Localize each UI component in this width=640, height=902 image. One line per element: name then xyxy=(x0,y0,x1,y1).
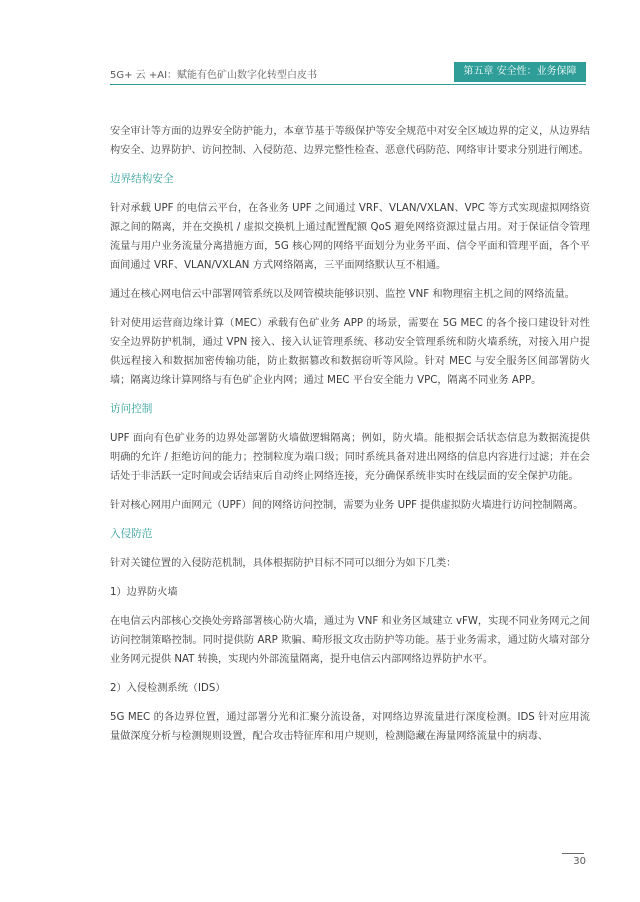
footer-divider xyxy=(562,853,584,854)
paragraph: 针对关键位置的入侵防范机制，具体根据防护目标不同可以细分为如下几类： xyxy=(110,558,457,569)
section-heading-access-control: 访问控制 xyxy=(110,403,153,415)
list-item-title: 1）边界防火墙 xyxy=(110,587,178,598)
paragraph: 5G MEC 的各边界位置，通过部署分光和汇聚分流设备，对网络边界流量进行深度检测。IDS 针对应用流量做深度分析与检测规则设置，配合攻击特征库和用户规则，检测隐藏在海量网络流量中的病毒、 xyxy=(110,712,590,742)
paragraph: 在电信云内部核心交换处旁路部署核心防火墙，通过为 VNF 和业务区域建立 vFW，实现不同业务网元之间访问控制策略控制。同时提供防 ARP 欺骗、畸形报文攻击防护等功能。基于业务需求，通过防火墙对部分业务网元提供 NAT 转换，实现内外部流量隔离，提升电信云内部网络边界防护水平。 xyxy=(110,616,590,665)
page-number: 30 xyxy=(573,856,586,867)
chapter-badge: 第五章 安全性：业务保障 xyxy=(454,62,586,82)
header-divider xyxy=(110,84,586,85)
section-heading-boundary-structure: 边界结构安全 xyxy=(110,173,174,185)
page-body xyxy=(110,122,590,756)
intro-paragraph: 安全审计等方面的边界安全防护能力，本章节基于等级保护等安全规范中对安全区域边界的定义，从边界结构安全、边界防护、访问控制、入侵防范、边界完整性检查、恶意代码防范、网络审计要求分别进行阐述。 xyxy=(110,126,590,156)
paragraph: 针对承载 UPF 的电信云平台，在各业务 UPF 之间通过 VRF、VLAN/VXLAN、VPC 等方式实现虚拟网络资源之间的隔离，并在交换机 / 虚拟交换机上通过配置配额 QoS 避免网络资源过量占用。对于保证信令管理流量与用户业务流量分离措施方面，5G 核心网的网络平面划分为业务平面、信令平面和管理平面，各个平面间通过 VRF、VLAN/VXLAN 方式网络隔离，三平面网络默认互不相通。 xyxy=(110,203,590,271)
paragraph: 通过在核心网电信云中部署网管系统以及网管模块能够识别、监控 VNF 和物理宿主机之间的网络流量。 xyxy=(110,289,575,300)
list-item-title: 2）入侵检测系统（IDS） xyxy=(110,683,226,694)
section-heading-intrusion-prevention: 入侵防范 xyxy=(110,528,153,540)
paragraph: UPF 面向有色矿业务的边界处部署防火墙做逻辑隔离；例如，防火墙。能根据会话状态信息为数据流提供明确的允许 / 拒绝访问的能力；控制粒度为端口级；同时系统具备对进出网络的信息内容进行过滤；并在会话处于非活跃一定时间或会话结束后自动终止网络连接，充分确保系统非实时在线层面的安全保护功能。 xyxy=(110,433,590,482)
paragraph: 针对核心网用户面网元（UPF）间的网络访问控制，需要为业务 UPF 提供虚拟防火墙进行访问控制隔离。 xyxy=(110,500,584,511)
book-title: 5G+ 云 +AI：赋能有色矿山数字化转型白皮书 xyxy=(110,70,318,81)
paragraph: 针对使用运营商边缘计算（MEC）承载有色矿业务 APP 的场景，需要在 5G MEC 的各个接口建设针对性安全边界防护机制，通过 VPN 接入、接入认证管理系统、移动安全管理系统和防火墙系统，对接入用户提供远程接入和数据加密传输功能，防止数据篡改和数据窃听等风险。针对 MEC 与安全服务区间部署防火墙；隔离边缘计算网络与有色矿企业内网；通过 MEC 平台安全能力 VPC，隔离不同业务 APP。 xyxy=(110,318,590,386)
